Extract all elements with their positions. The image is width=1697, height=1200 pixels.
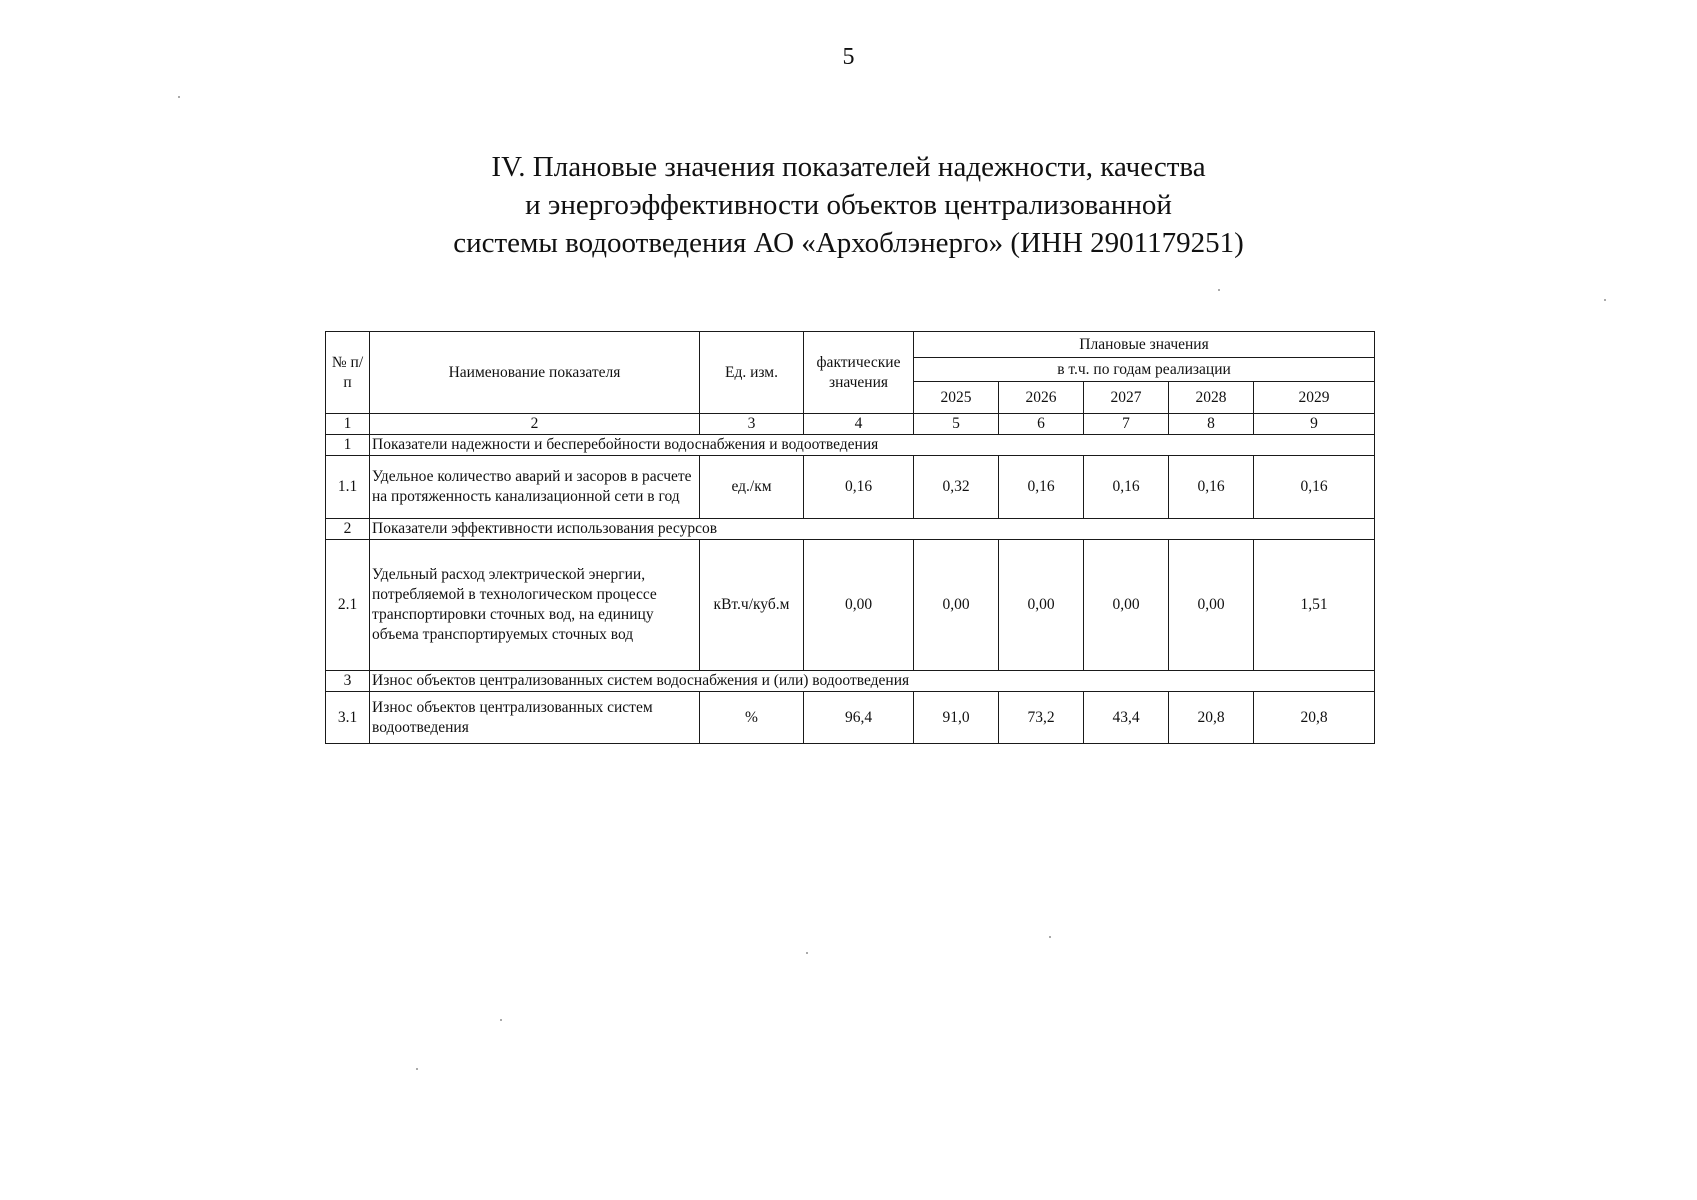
section-title: Показатели надежности и бесперебойности водоснабжения и водоотведения (370, 435, 1375, 456)
row-actual: 96,4 (804, 692, 914, 744)
row-unit: % (700, 692, 804, 744)
section-num: 3 (326, 671, 370, 692)
row-value: 0,00 (1084, 540, 1169, 671)
scan-speck (416, 1068, 418, 1070)
row-value: 43,4 (1084, 692, 1169, 744)
scan-speck (1049, 936, 1051, 938)
row-value: 1,51 (1254, 540, 1375, 671)
row-value: 0,16 (1169, 456, 1254, 519)
row-name: Удельное количество аварий и засоров в расчете на протяженность канализационной сети в год (370, 456, 700, 519)
scan-speck (806, 952, 808, 954)
column-number: 2 (370, 414, 700, 435)
header-year: 2027 (1084, 382, 1169, 414)
header-year: 2026 (999, 382, 1084, 414)
header-num: № п/п (326, 332, 370, 414)
section-row (326, 519, 1375, 540)
scan-speck (1218, 289, 1220, 291)
title-line: системы водоотведения АО «Архоблэнерго» (ИНН 2901179251) (453, 227, 1244, 259)
column-number: 4 (804, 414, 914, 435)
row-unit: кВт.ч/куб.м (700, 540, 804, 671)
row-name: Удельный расход электрической энергии, потребляемой в технологическом процессе транспортировки сточных вод, на единицу объема транспортируемых сточных вод (370, 540, 700, 671)
table-row (326, 540, 1375, 671)
header-year: 2028 (1169, 382, 1254, 414)
table-header (326, 332, 1375, 435)
row-num: 1.1 (326, 456, 370, 519)
column-number: 9 (1254, 414, 1375, 435)
header-actual: фактические значения (804, 332, 914, 414)
title-line: и энергоэффективности объектов централизованной (525, 189, 1172, 221)
row-value: 0,32 (914, 456, 999, 519)
header-by-years: в т.ч. по годам реализации (914, 358, 1375, 382)
row-value: 0,00 (999, 540, 1084, 671)
row-unit: ед./км (700, 456, 804, 519)
indicators-table (325, 331, 1375, 744)
header-year: 2025 (914, 382, 999, 414)
row-value: 20,8 (1169, 692, 1254, 744)
table-row (326, 692, 1375, 744)
header-unit: Ед. изм. (700, 332, 804, 414)
section-title: Показатели эффективности использования ресурсов (370, 519, 1375, 540)
column-number: 8 (1169, 414, 1254, 435)
section-row (326, 435, 1375, 456)
row-num: 3.1 (326, 692, 370, 744)
row-name: Износ объектов централизованных систем водоотведения (370, 692, 700, 744)
column-number: 3 (700, 414, 804, 435)
row-value: 0,16 (999, 456, 1084, 519)
row-actual: 0,00 (804, 540, 914, 671)
table-row (326, 456, 1375, 519)
scan-speck (178, 96, 180, 98)
section-row (326, 671, 1375, 692)
column-number: 1 (326, 414, 370, 435)
page-number: 5 (842, 44, 855, 70)
column-numbers-row (326, 414, 1375, 435)
row-value: 0,16 (1084, 456, 1169, 519)
column-number: 7 (1084, 414, 1169, 435)
header-year: 2029 (1254, 382, 1375, 414)
section-num: 1 (326, 435, 370, 456)
row-actual: 0,16 (804, 456, 914, 519)
column-number: 6 (999, 414, 1084, 435)
row-value: 20,8 (1254, 692, 1375, 744)
header-planned: Плановые значения (914, 332, 1375, 358)
row-value: 0,00 (914, 540, 999, 671)
row-num: 2.1 (326, 540, 370, 671)
header-name: Наименование показателя (370, 332, 700, 414)
table-body (326, 435, 1375, 744)
section-title: Износ объектов централизованных систем водоснабжения и (или) водоотведения (370, 671, 1375, 692)
document-title (0, 148, 1697, 262)
row-value: 73,2 (999, 692, 1084, 744)
scan-speck (500, 1019, 502, 1021)
row-value: 0,00 (1169, 540, 1254, 671)
row-value: 0,16 (1254, 456, 1375, 519)
title-line: IV. Плановые значения показателей надежности, качества (491, 151, 1206, 183)
row-value: 91,0 (914, 692, 999, 744)
scan-speck (1604, 299, 1606, 301)
section-num: 2 (326, 519, 370, 540)
column-number: 5 (914, 414, 999, 435)
